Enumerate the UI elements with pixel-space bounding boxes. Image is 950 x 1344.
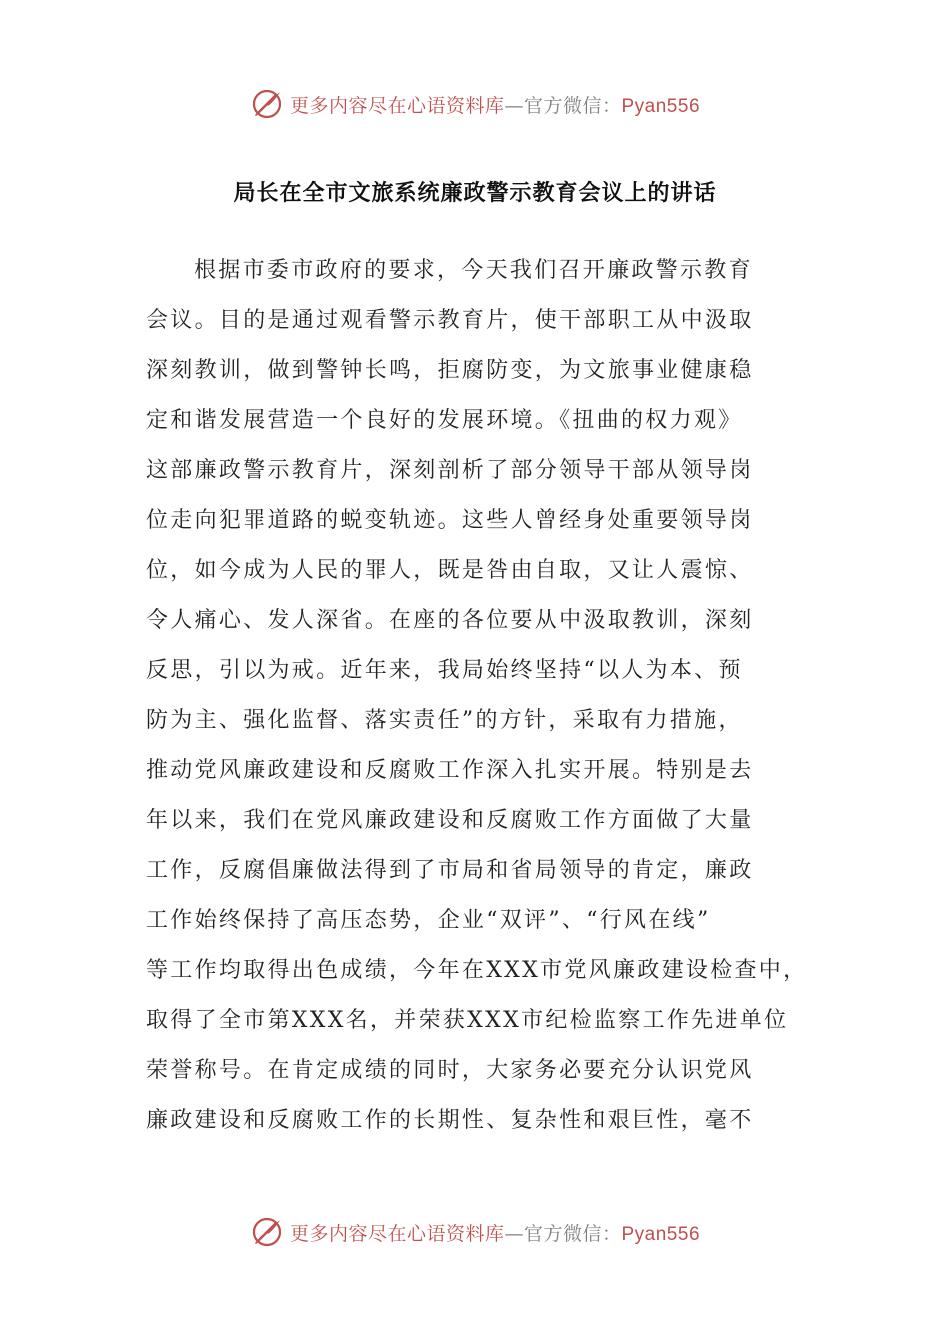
body-text-line: 反思，引以为戒。近年来，我局始终坚持“以人为本、预: [146, 658, 743, 683]
body-text-line: 年以来，我们在党风廉政建设和反腐败工作方面做了大量: [146, 808, 754, 833]
body-text-line: 等工作均取得出色成绩，今年在XXX市党风廉政建设检查中，: [146, 958, 808, 983]
body-text-line: 荣誉称号。在肯定成绩的同时，大家务必要充分认识党风: [146, 1058, 754, 1083]
banner-sub-text: 官方微信：: [523, 94, 622, 117]
banner-sub-text: 官方微信：: [523, 1222, 622, 1245]
banner-wechat-id: Pyan556: [621, 1223, 701, 1245]
document-body: [146, 246, 826, 1146]
banner-text: [290, 91, 700, 118]
header-watermark-banner: [0, 84, 950, 124]
banner-dash: —: [504, 94, 524, 117]
banner-wechat-id: Pyan556: [621, 95, 701, 117]
body-text-line: 会议。目的是通过观看警示教育片，使干部职工从中汲取: [146, 308, 754, 333]
body-text-line: 工作始终保持了高压态势，企业“双评”、“行风在线”: [146, 908, 711, 933]
banner-main-text: 更多内容尽在心语资料库: [289, 1222, 505, 1245]
footer-watermark-banner: [0, 1212, 950, 1252]
banner-main-text: 更多内容尽在心语资料库: [289, 94, 505, 117]
body-text-line: 这部廉政警示教育片，深刻剖析了部分领导干部从领导岗: [146, 458, 754, 483]
body-text-line: 位，如今成为人民的罪人，既是咎由自取，又让人震惊、: [146, 558, 754, 583]
body-text-line: 位走向犯罪道路的蜕变轨迹。这些人曾经身处重要领导岗: [146, 508, 754, 533]
body-text-line: 廉政建设和反腐败工作的长期性、复杂性和艰巨性，毫不: [146, 1108, 754, 1133]
body-text-line: 令人痛心、发人深省。在座的各位要从中汲取教训，深刻: [146, 608, 754, 633]
body-text-line: 定和谐发展营造一个良好的发展环境。《扭曲的权力观》: [146, 408, 743, 433]
body-text-line: 工作，反腐倡廉做法得到了市局和省局领导的肯定，廉政: [146, 858, 754, 883]
banner-dash: —: [504, 1222, 524, 1245]
body-text-line: 深刻教训，做到警钟长鸣，拒腐防变，为文旅事业健康稳: [146, 358, 754, 383]
body-text-line: 取得了全市第XXX名，并荣获XXX市纪检监察工作先进单位: [146, 1008, 789, 1033]
quill-logo-icon: [250, 1215, 284, 1249]
body-text-line: 根据市委市政府的要求，今天我们召开廉政警示教育: [194, 258, 753, 283]
body-text-line: 推动党风廉政建设和反腐败工作深入扎实开展。特别是去: [146, 758, 754, 783]
document-title: 局长在全市文旅系统廉政警示教育会议上的讲话: [233, 181, 717, 206]
banner-text: [290, 1219, 700, 1246]
quill-logo-icon: [250, 87, 284, 121]
body-text-line: 防为主、强化监督、落实责任”的方针，采取有力措施，: [146, 708, 743, 733]
